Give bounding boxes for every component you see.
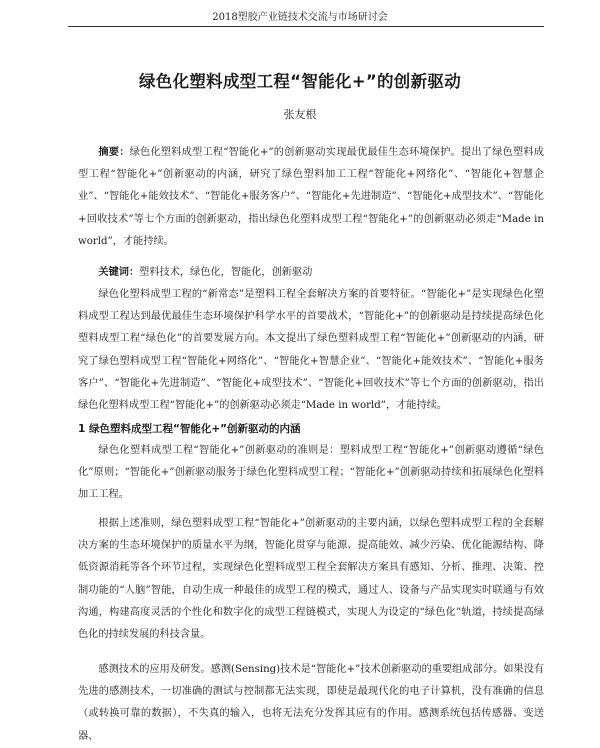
- section-paragraph-3-block: [78, 659, 544, 748]
- section-paragraph-2-block: [78, 513, 544, 646]
- section-heading-block: [78, 418, 544, 440]
- header-rule: [68, 26, 544, 27]
- section-paragraph-3: 感测技术的应用及研发。感测(Sensing)技术是“智能化+”技术创新驱动的重要组成部分。如果没有先进的感测技术，一切准确的测试与控制都无法实现，即使是最现代化的电子计算机，没有准确的信息（或转换可靠的数据），不失真的输入，也将无法充分发挥其应有的作用。感测系统包括传感器、变送器、: [78, 664, 544, 742]
- abstract-text: 绿色化塑料成型工程“智能化+”的创新驱动实现最优最佳生态环境保护。提出了绿色塑料成型工程“智能化+”创新驱动的内涵，研究了绿色塑料加工工程“智能化+网络化”、“智能化+智慧企业”、“智能化+能效技术”、“智能化+服务客户”、“智能化+先进制造”、“智能化+成型技术”、“智能化+回收技术”等七个方面的创新驱动，指出绿色化塑料成型工程“智能化+”的创新驱动必须走“Made in world”，才能持续。: [78, 147, 544, 247]
- section-paragraph-2: 根据上述准则，绿色塑料成型工程“智能化+”创新驱动的主要内涵，以绿色塑料成型工程的全套解决方案的生态环境保护的质量水平为纲，智能化贯穿与能源、提高能效、减少污染、优化能源结构、降低资源消耗等各个环节过程，实现绿色化塑料成型工程全套解决方案具有感知、分析、推理、决策、控制功能的“人脑”智能，自动生成一种最佳的成型工程的模式，通过人、设备与产品实现实时联通与有效沟通，构建高度灵活的个性化和数字化的成型工程链模式，实现人为设定的“绿色化”轨道，持续提高绿色化的持续发展的科技含量。: [78, 518, 544, 641]
- intro-paragraph: 绿色化塑料成型工程的“新常态”是塑料工程全套解决方案的首要特征。“智能化+”是实现绿色化塑料成型工程达到最优最佳生态环境保护科学水平的首要战术，“智能化+”的创新驱动是持续提高绿色化塑料成型工程“绿色化”的首要发展方向。本文提出了绿色塑料成型工程“智能化+”创新驱动的内涵，研究了绿色塑料成型工程“智能化+网络化”、“智能化+智慧企业”、“智能化+能效技术”、“智能化+服务客户”、“智能化+先进制造”、“智能化+成型技术”、“智能化+回收技术”等七个方面的创新驱动，指出绿色化塑料成型工程“智能化+”的创新驱动必须走“Made in world”，才能持续。: [78, 289, 544, 412]
- section-paragraph-1-block: [78, 440, 544, 507]
- abstract-label: 摘要：: [98, 147, 130, 158]
- keywords-text: 塑料技术，绿色化，智能化，创新驱动: [139, 267, 313, 278]
- intro-paragraph-block: [78, 284, 544, 417]
- running-header: 2018塑胶产业链技术交流与市场研讨会: [212, 12, 388, 23]
- keywords-block: [78, 262, 544, 284]
- section-heading: 1 绿色塑料成型工程“智能化+”创新驱动的内涵: [78, 423, 301, 435]
- section-paragraph-1: 绿色化塑料成型工程“智能化+”创新驱动的准则是：塑料成型工程“智能化+”创新驱动遵循“绿色化”原则；“智能化+”创新驱动服务于绿色化塑料成型工程；“智能化+”创新驱动持续和拓展绿色化塑料加工工程。: [78, 445, 544, 501]
- abstract-block: [78, 142, 544, 253]
- keywords-label: 关键词：: [98, 267, 140, 278]
- article-title: 绿色化塑料成型工程“智能化+”的创新驱动: [138, 72, 461, 91]
- article-author: 张友根: [283, 108, 317, 121]
